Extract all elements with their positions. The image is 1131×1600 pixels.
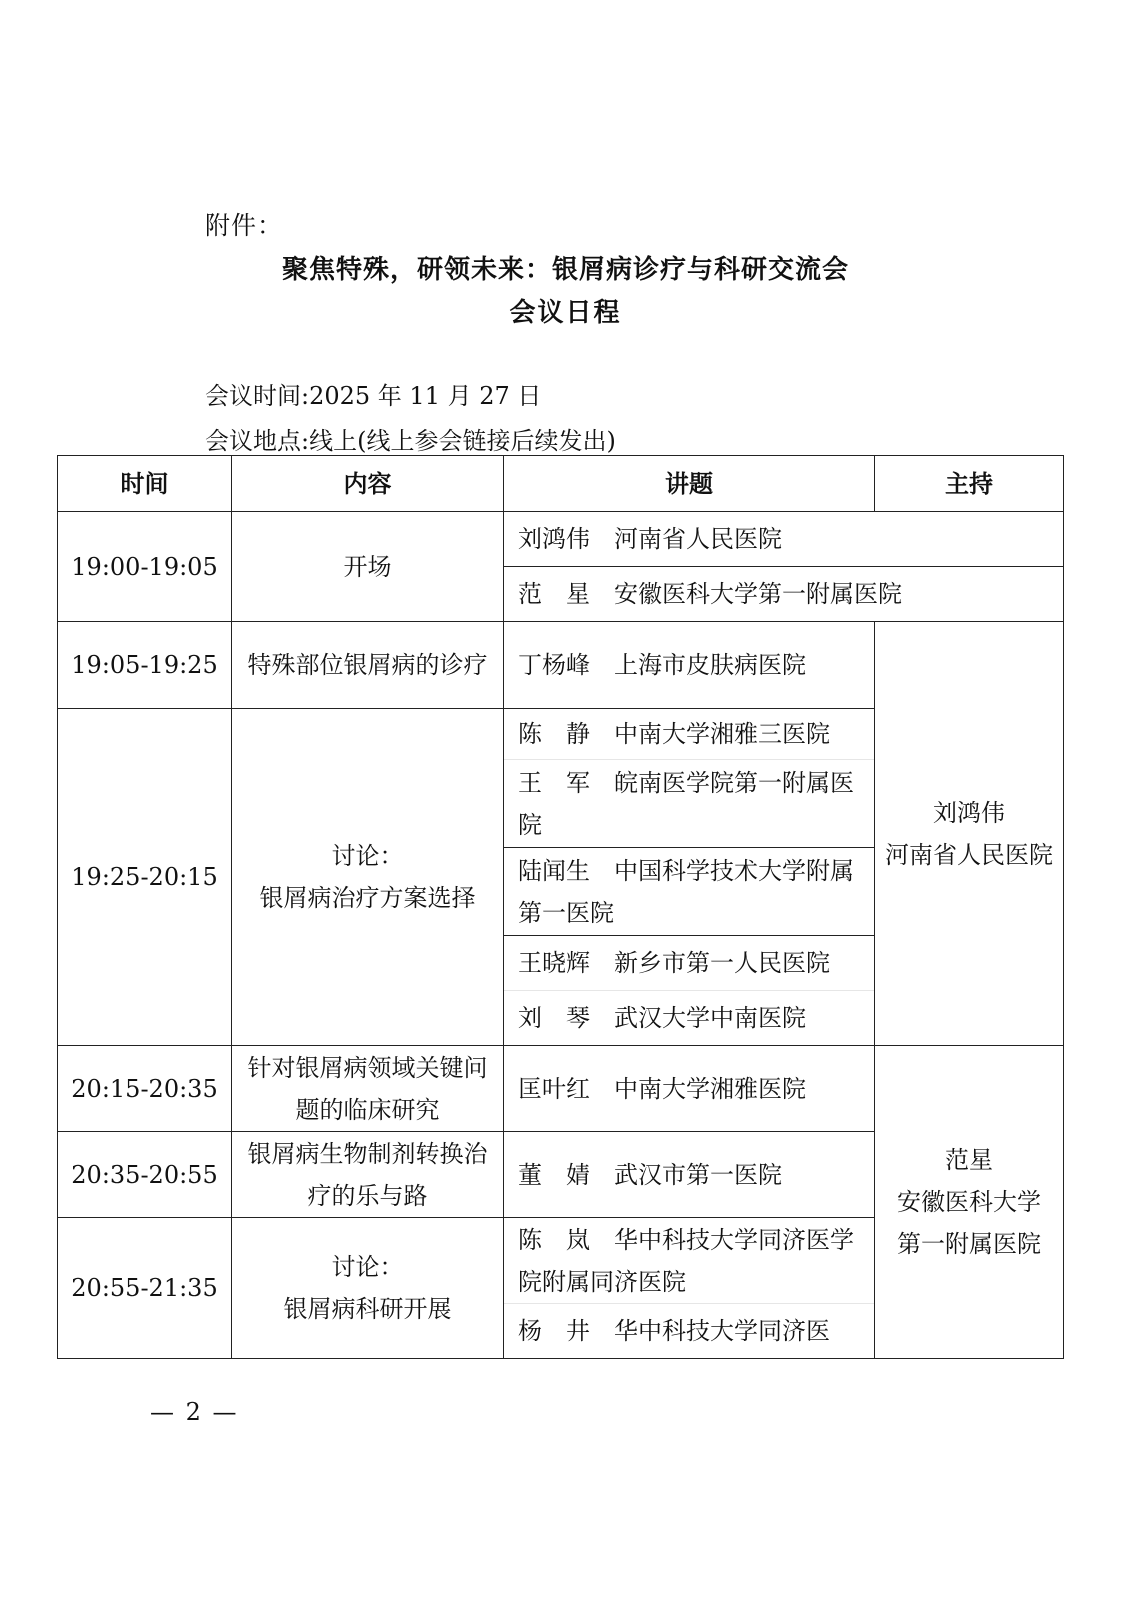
speaker-cell: 陆闻生 中国科学技术大学附属第一医院 (504, 848, 875, 936)
time-cell: 20:55-21:35 (58, 1218, 232, 1359)
document-title: 聚焦特殊，研领未来：银屑病诊疗与科研交流会 (281, 255, 849, 285)
meeting-place: 会议地点:线上(线上参会链接后续发出) (205, 427, 616, 455)
header-host: 主持 (875, 456, 1064, 512)
schedule-table (57, 455, 1064, 1359)
meeting-time: 会议时间:2025 年 11 月 27 日 (205, 382, 542, 410)
page-number: — 2 — (150, 1398, 239, 1426)
host-cell (875, 1046, 1064, 1359)
time-cell: 20:35-20:55 (58, 1132, 232, 1218)
speaker-cell: 刘鸿伟 河南省人民医院 (504, 512, 1064, 567)
content-line: 银屑病科研开展 (283, 1295, 452, 1323)
attachment-label: 附件： (205, 211, 284, 240)
header-content: 内容 (232, 456, 504, 512)
time-cell: 19:00-19:05 (58, 512, 232, 622)
speaker-cell: 王晓辉 新乡市第一人民医院 (504, 936, 875, 991)
speaker-cell: 陈 岚 华中科技大学同济医学院附属同济医院 (504, 1218, 875, 1304)
table-row (58, 512, 1064, 567)
content-cell: 银屑病生物制剂转换治疗的乐与路 (232, 1132, 504, 1218)
header-time: 时间 (58, 456, 232, 512)
document-subtitle: 会议日程 (509, 298, 622, 328)
host-name: 刘鸿伟 (933, 798, 1005, 827)
content-line: 讨论： (331, 1253, 404, 1281)
time-cell: 19:25-20:15 (58, 709, 232, 1046)
content-cell (232, 1218, 504, 1359)
speaker-cell: 陈 静 中南大学湘雅三医院 (504, 709, 875, 760)
table-header-row (58, 456, 1064, 512)
time-cell: 20:15-20:35 (58, 1046, 232, 1132)
header-topic: 讲题 (504, 456, 875, 512)
content-cell (232, 709, 504, 1046)
host-org: 河南省人民医院 (885, 840, 1053, 869)
content-cell: 针对银屑病领域关键问题的临床研究 (232, 1046, 504, 1132)
speaker-cell: 王 军 皖南医学院第一附属医院 (504, 760, 875, 848)
host-cell (875, 622, 1064, 1046)
speaker-cell: 刘 琴 武汉大学中南医院 (504, 991, 875, 1046)
table-row (58, 1046, 1064, 1132)
speaker-cell: 丁杨峰 上海市皮肤病医院 (504, 622, 875, 709)
speaker-cell: 范 星 安徽医科大学第一附属医院 (504, 567, 1064, 622)
host-org: 第一附属医院 (897, 1230, 1041, 1258)
content-line: 讨论： (331, 842, 404, 870)
speaker-cell: 杨 井 华中科技大学同济医 (504, 1304, 875, 1359)
speaker-cell: 董 婧 武汉市第一医院 (504, 1132, 875, 1218)
time-cell: 19:05-19:25 (58, 622, 232, 709)
speaker-cell: 匡叶红 中南大学湘雅医院 (504, 1046, 875, 1132)
host-org: 安徽医科大学 (897, 1188, 1041, 1216)
content-cell: 特殊部位银屑病的诊疗 (232, 622, 504, 709)
content-line: 银屑病治疗方案选择 (259, 884, 476, 912)
host-name: 范星 (945, 1146, 993, 1174)
table-row (58, 622, 1064, 709)
content-cell: 开场 (232, 512, 504, 622)
